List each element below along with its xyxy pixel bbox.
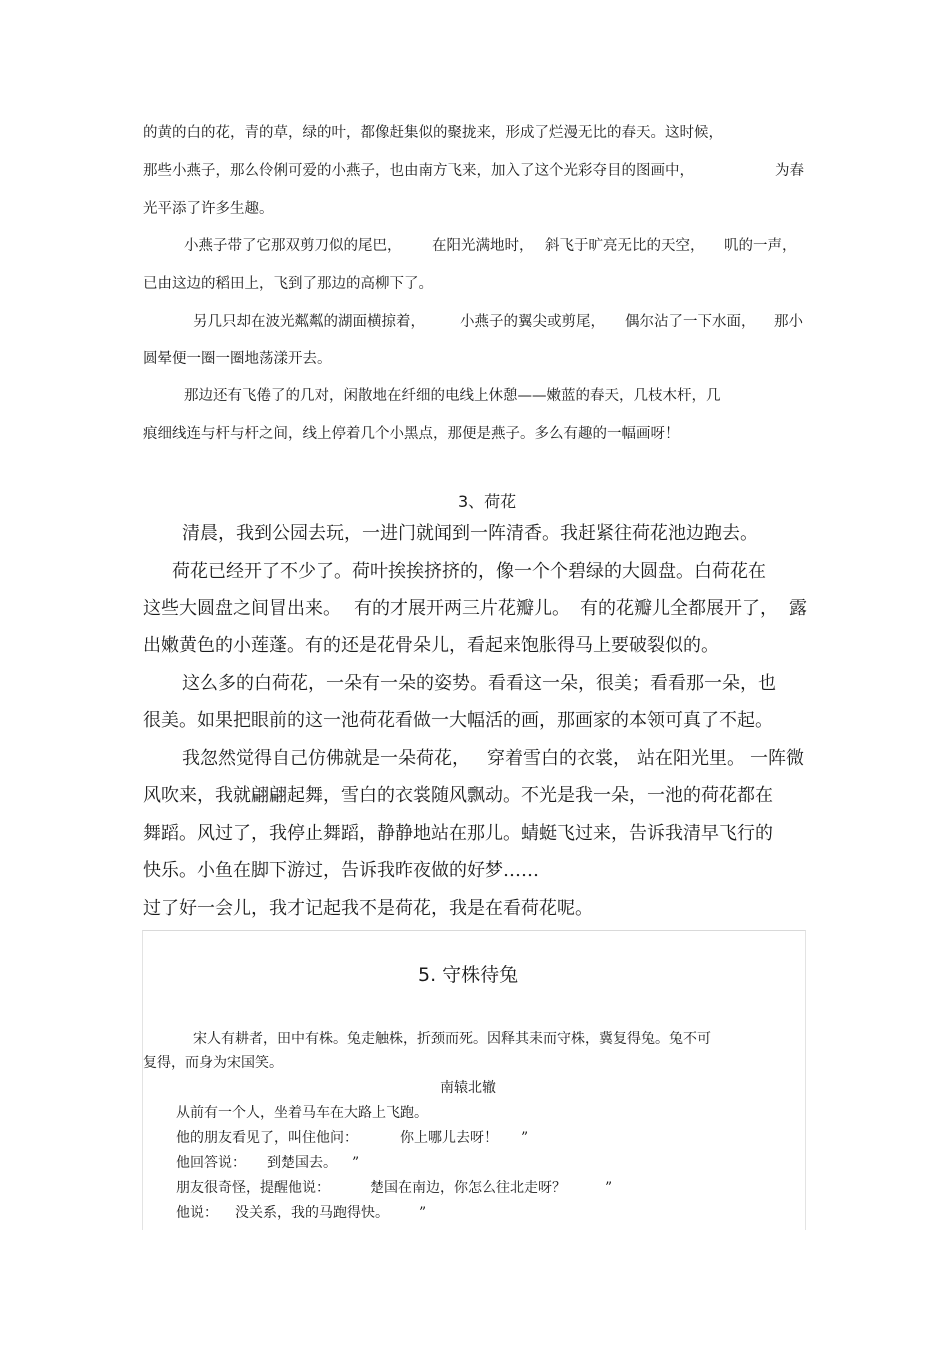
text-line: 偶尔沾了一下水面，	[625, 314, 756, 330]
section-title: 南辕北辙	[440, 1080, 496, 1096]
section-title: 5. 守株待兔	[418, 964, 519, 986]
text-line: 他回答说：	[176, 1155, 246, 1171]
text-line: 小燕子的翼尖或剪尾，	[460, 314, 605, 330]
text-line: 在阳光满地时，	[432, 238, 534, 254]
text-line: 的黄的白的花，青的草，绿的叶，都像赶集似的聚拢来，形成了烂漫无比的春天。这时候，	[143, 125, 723, 141]
text-line: ”	[521, 1130, 529, 1146]
text-line: 从前有一个人，坐着马车在大路上飞跑。	[176, 1105, 428, 1121]
text-line: 他的朋友看见了，叫住他问：	[176, 1130, 358, 1146]
text-line: 小燕子带了它那双剪刀似的尾巴，	[184, 238, 402, 254]
text-line: 一阵微	[750, 748, 804, 769]
text-line: 那小	[774, 314, 803, 330]
section-title: 3、荷花	[458, 492, 517, 511]
text-line: 荷花已经开了不少了。荷叶挨挨挤挤的，像一个个碧绿的大圆盘。白荷花在	[172, 561, 766, 582]
text-line: 没关系，我的马跑得快。	[235, 1205, 389, 1221]
text-line: 光平添了许多生趣。	[143, 201, 274, 217]
text-line: 我忽然觉得自己仿佛就是一朵荷花，	[182, 748, 470, 769]
text-line: 风吹来，我就翩翩起舞，雪白的衣裳随风飘动。不光是我一朵，一池的荷花都在	[143, 785, 773, 806]
text-line: 那些小燕子，那么伶俐可爱的小燕子，也由南方飞来，加入了这个光彩夺目的图画中，	[143, 163, 694, 179]
text-line: 朋友很奇怪，提醒他说：	[176, 1180, 330, 1196]
text-line: 为春	[775, 163, 804, 179]
text-line: ”	[352, 1155, 360, 1171]
text-line: 叽的一声，	[724, 238, 797, 254]
text-line: 有的才展开两三片花瓣儿。	[354, 598, 570, 619]
text-line: 复得，而身为宋国笑。	[143, 1055, 283, 1071]
text-line: 另几只却在波光粼粼的湖面横掠着，	[193, 314, 425, 330]
text-line: 他说：	[176, 1205, 218, 1221]
text-line: 露	[789, 598, 807, 619]
text-line: 穿着雪白的衣裳，	[487, 748, 631, 769]
text-line: 痕细线连与杆与杆之间，线上停着几个小黑点，那便是燕子。多么有趣的一幅画呀！	[143, 426, 680, 442]
text-line: 那边还有飞倦了的几对，闲散地在纤细的电线上休憩——嫩蓝的春天，几枝木杆，几	[184, 388, 721, 404]
text-line: 这么多的白荷花，一朵有一朵的姿势。看看这一朵，很美；看看那一朵，也	[182, 673, 776, 694]
text-line: 舞蹈。风过了，我停止舞蹈，静静地站在那儿。蜻蜓飞过来，告诉我清早飞行的	[143, 823, 773, 844]
text-line: 很美。如果把眼前的这一池荷花看做一大幅活的画，那画家的本领可真了不起。	[143, 710, 773, 731]
text-line: 过了好一会儿，我才记起我不是荷花，我是在看荷花呢。	[143, 898, 593, 919]
text-line: 楚国在南边，你怎么往北走呀？	[370, 1180, 566, 1196]
text-line: ”	[419, 1205, 427, 1221]
text-line: 出嫩黄色的小莲蓬。有的还是花骨朵儿，看起来饱胀得马上要破裂似的。	[143, 635, 719, 656]
text-line: 这些大圆盘之间冒出来。	[143, 598, 341, 619]
text-line: 清晨，我到公园去玩，一进门就闻到一阵清香。我赶紧往荷花池边跑去。	[182, 523, 758, 544]
text-line: ”	[605, 1180, 613, 1196]
text-line: 你上哪儿去呀！	[400, 1130, 498, 1146]
text-line: 有的花瓣儿全都展开了，	[580, 598, 778, 619]
text-line: 已由这边的稻田上，飞到了那边的高柳下了。	[143, 276, 433, 292]
text-line: 到楚国去。	[267, 1155, 337, 1171]
text-line: 斜飞于旷亮无比的天空，	[545, 238, 705, 254]
text-line: 圆晕便一圈一圈地荡漾开去。	[143, 351, 332, 367]
text-line: 站在阳光里。	[637, 748, 745, 769]
text-line: 宋人有耕者，田中有株。兔走触株，折颈而死。因释其耒而守株，冀复得兔。兔不可	[193, 1031, 711, 1047]
text-line: 快乐。小鱼在脚下游过，告诉我昨夜做的好梦……	[143, 860, 539, 881]
